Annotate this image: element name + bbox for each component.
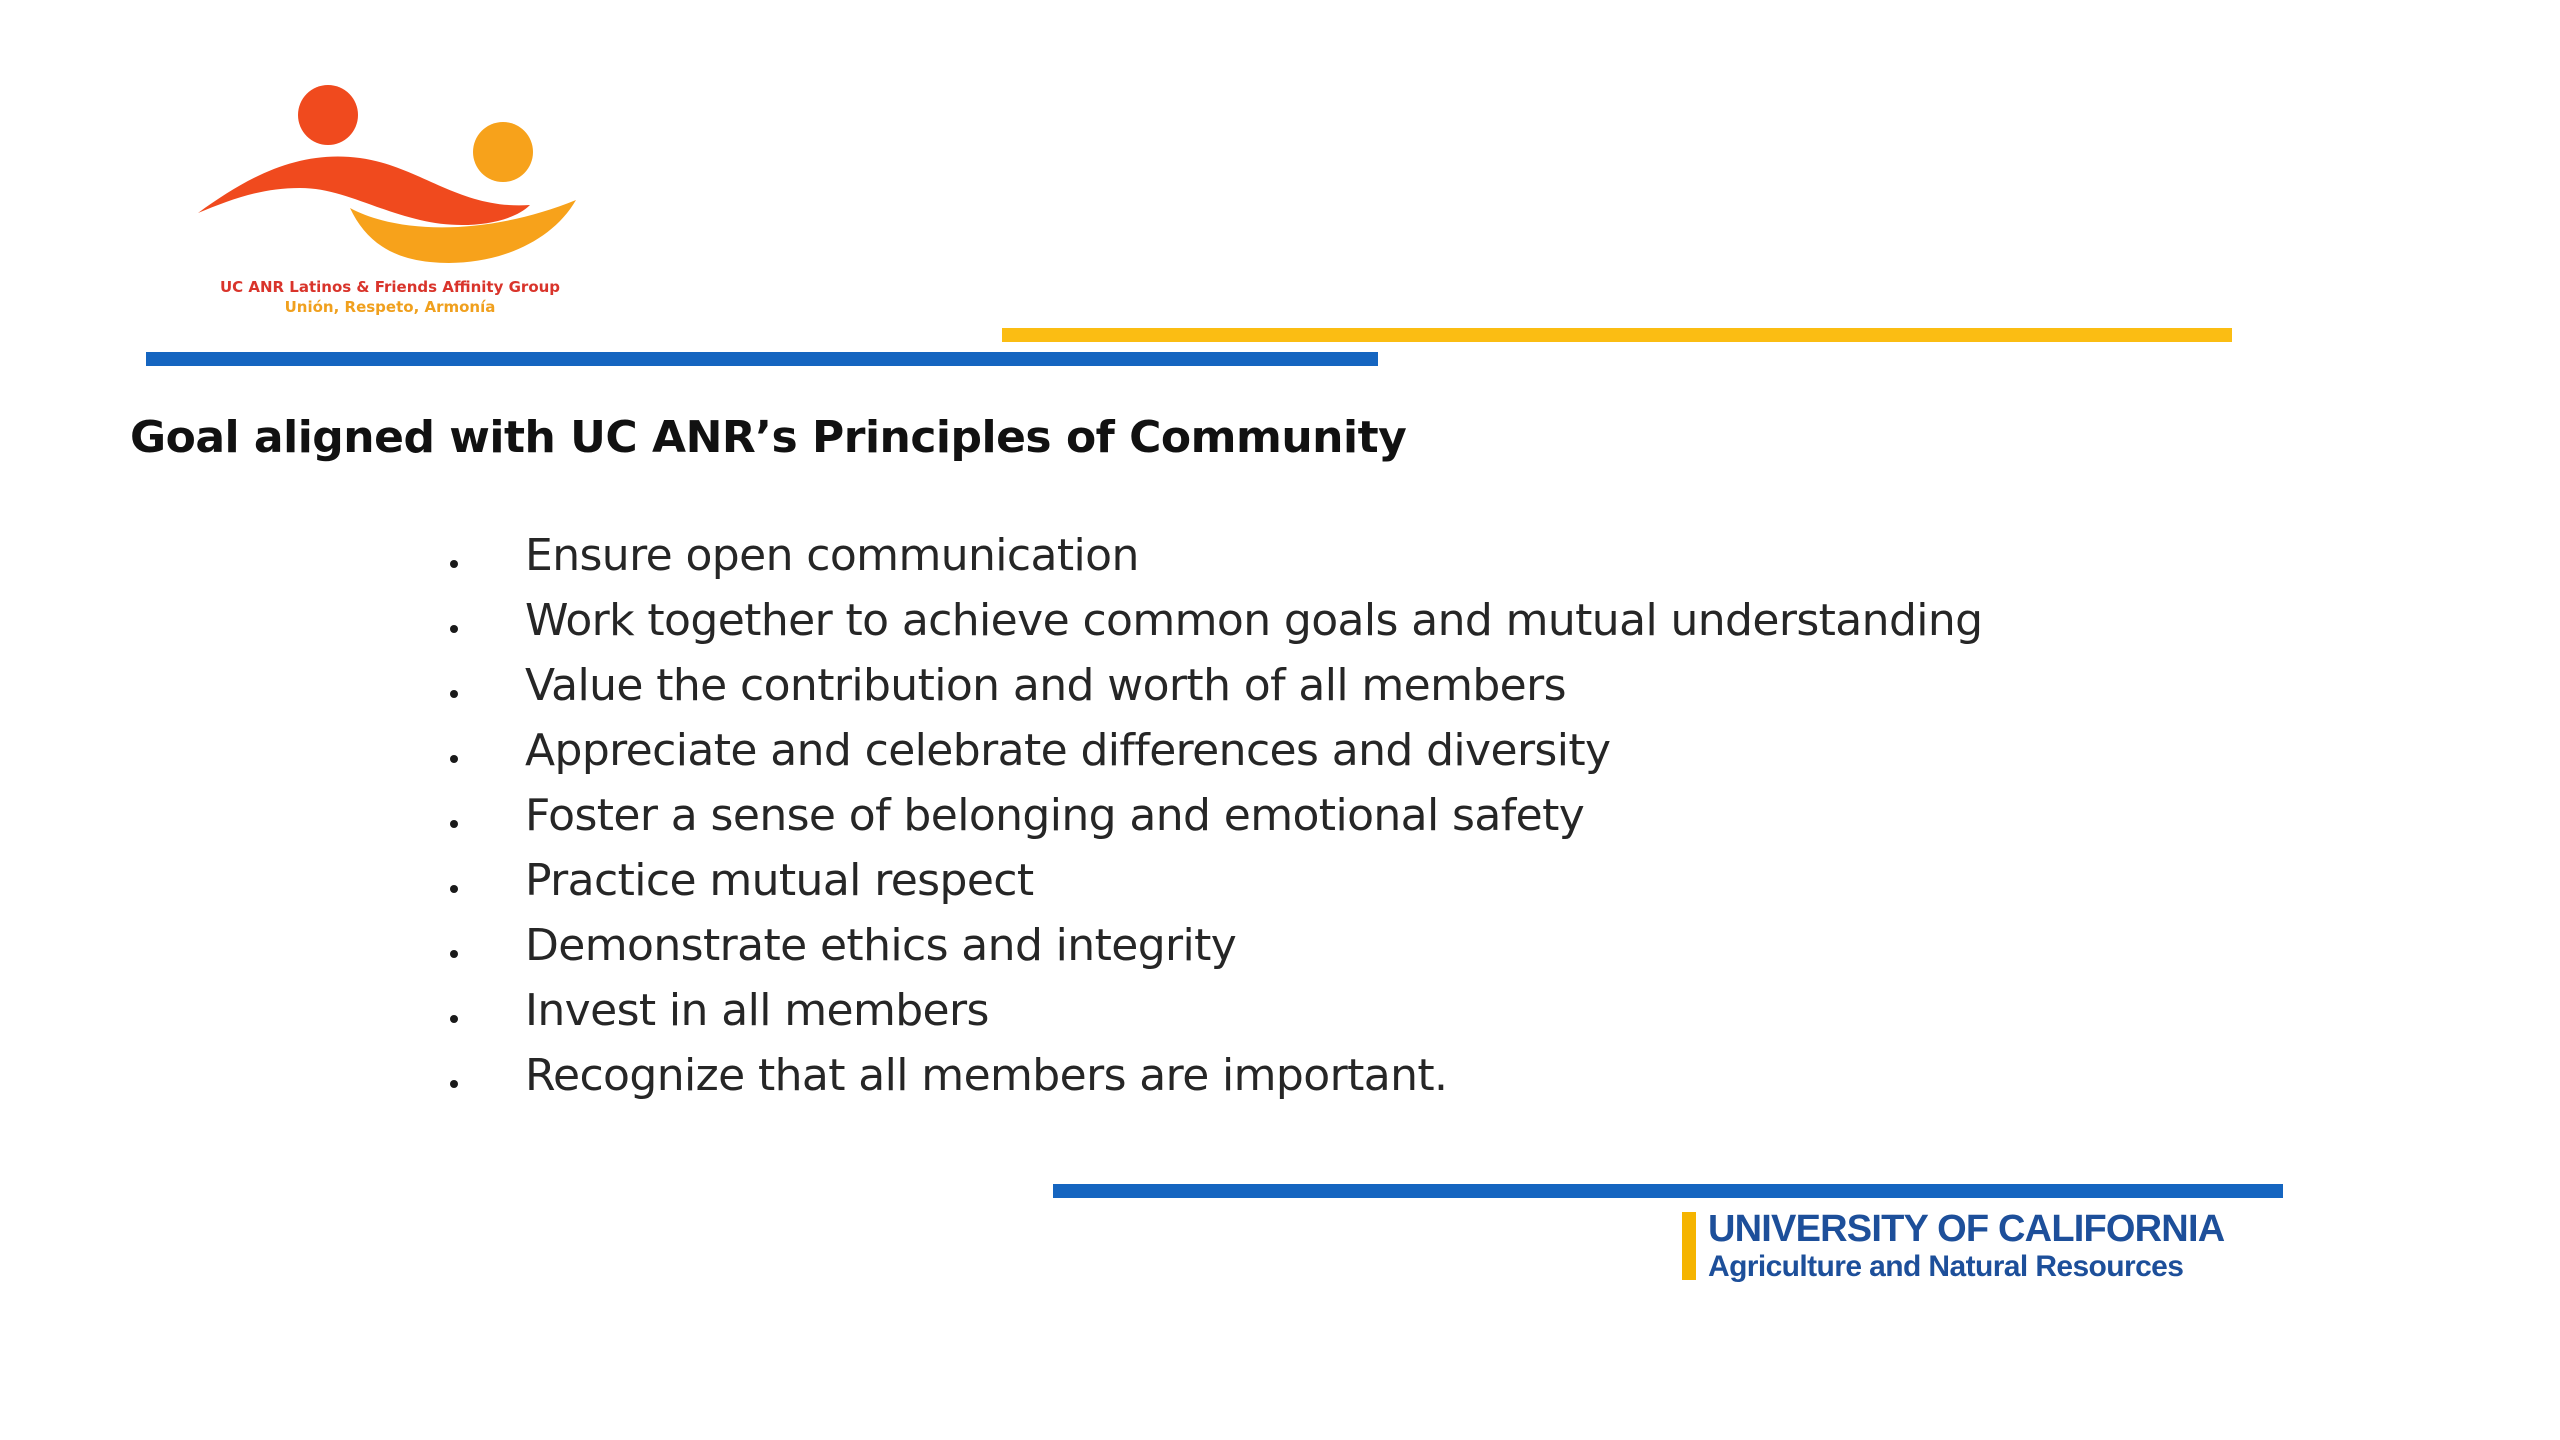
gold-divider-top (1002, 328, 2232, 342)
bullet-dot-icon (450, 885, 458, 893)
blue-divider-bottom (1053, 1184, 2283, 1198)
bullet-dot-icon (450, 755, 458, 763)
list-item-text: Invest in all members (525, 985, 989, 1036)
bullet-dot-icon (450, 820, 458, 828)
list-item-text: Ensure open communication (525, 530, 1139, 581)
affinity-group-logo (190, 70, 610, 330)
bullet-dot-icon (450, 1080, 458, 1088)
list-item-text: Work together to achieve common goals and mutual understanding (525, 595, 1983, 646)
uc-logo-university: UNIVERSITY OF CALIFORNIA (1708, 1208, 2225, 1250)
blue-divider-top (146, 352, 1378, 366)
uc-logo-division: Agriculture and Natural Resources (1708, 1250, 2184, 1283)
logo-group-name: UC ANR Latinos & Friends Affinity Group (219, 278, 561, 296)
list-item-text: Demonstrate ethics and integrity (525, 920, 1237, 971)
uc-gold-bar-icon (1682, 1212, 1696, 1280)
bullet-dot-icon (450, 625, 458, 633)
list-item-text: Recognize that all members are important. (525, 1050, 1448, 1101)
list-item-text: Appreciate and celebrate differences and diversity (525, 725, 1611, 776)
list-item-text: Foster a sense of belonging and emotional safety (525, 790, 1585, 841)
bullet-dot-icon (450, 950, 458, 958)
list-item-text: Value the contribution and worth of all members (525, 660, 1566, 711)
bullet-dot-icon (450, 690, 458, 698)
list-item-text: Practice mutual respect (525, 855, 1034, 906)
slide-heading: Goal aligned with UC ANR’s Principles of Community (130, 412, 1407, 463)
uc-anr-logo (1682, 1208, 2242, 1288)
bullet-dot-icon (450, 560, 458, 568)
bullet-dot-icon (450, 1015, 458, 1023)
logo-motto: Unión, Respeto, Armonía (284, 298, 496, 316)
affinity-group-figures-logo-icon (190, 70, 610, 280)
